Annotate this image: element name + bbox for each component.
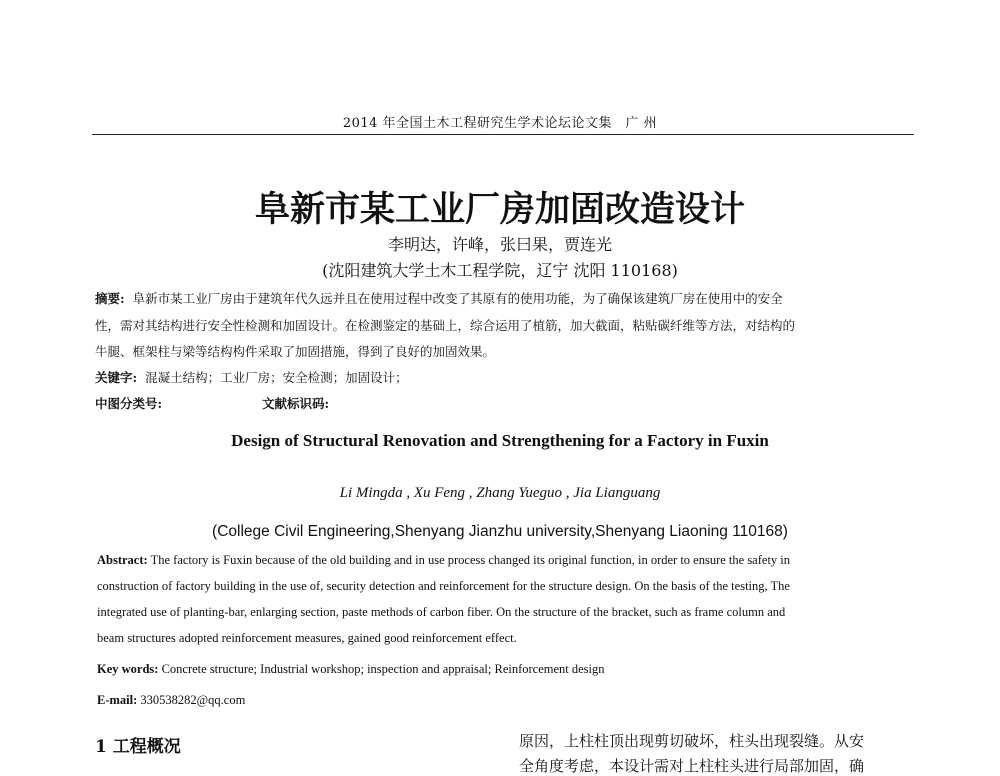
email-label: E-mail: [97,693,138,707]
abstract-en-line-2: construction of factory building in the use of, security detection and reinforcement for the structure design. On the basis of the testing, The [97,579,790,593]
header-rule [92,134,914,135]
email-value: 330538282@qq.com [140,693,246,707]
abstract-cn-line-1: 摘要: 阜新市某工业厂房由于建筑年代久远并且在使用过程中改变了其原有的使用功能，为了确保该建筑厂房在使用中的安全 [95,291,783,306]
abstract-en-line-1: Abstract: The factory is Fuxin because of the old building and in use process changed its original function, in order to ensure the safety in [97,553,791,567]
section-1-heading: 1 工程概况 [95,737,181,757]
paper-title-cn: 阜新市某工业厂房加固改造设计 [254,190,745,230]
abstract-en-line-4: beam structures adopted reinforcement measures, gained good reinforcement effect. [97,631,517,645]
affiliation-en: (College Civil Engineering,Shenyang Jianzhu university,Shenyang Liaoning 110168) [212,523,788,540]
abstract-en-label: Abstract: [97,553,148,567]
authors-en: Li Mingda , Xu Feng , Zhang Yueguo , Jia Lianguang [339,485,661,501]
abstract-cn-line-2: 性，需对其结构进行安全性检测和加固设计。在检测鉴定的基础上，综合运用了植筋，加大截面，粘贴碳纤维等方法，对结构的 [95,318,796,333]
abstract-cn-line-3: 牛腿、框架柱与梁等结构构件采取了加固措施，得到了良好的加固效果。 [95,344,496,359]
abstract-en-line-3: integrated use of planting-bar, enlarging section, paste methods of carbon fiber. On the structure of the bracket, such as frame column and [97,605,786,619]
right-column-line-1: 原因，上柱柱顶出现剪切破坏，柱头出现裂缝。从安 [519,732,865,750]
paper-title-en: Design of Structural Renovation and Strengthening for a Factory in Fuxin [231,431,769,450]
right-column-line-2: 全角度考虑，本设计需对上柱柱头进行局部加固，确 [519,757,865,775]
email [97,693,245,708]
keywords-en-label: Key words: [97,662,159,676]
affiliation-cn: (沈阳建筑大学土木工程学院，辽宁 沈阳 110168) [322,261,678,280]
clc-label: 中图分类号: [95,396,163,411]
keywords-cn-label: 关键字: [95,370,138,385]
keywords-cn: 关键字: 混凝土结构；工业厂房；安全检测；加固设计； [95,370,408,385]
doc-code-label: 文献标识码: [262,396,330,411]
authors-cn: 李明达，许峰，张曰果，贾连光 [387,235,612,254]
conference-header: 2014 年全国土木工程研究生学术论坛论文集 广 州 [342,116,658,131]
abstract-cn-label: 摘要: [95,291,125,306]
keywords-en: Key words: Concrete structure; Industrial workshop; inspection and appraisal; Reinforcement design [97,662,605,676]
